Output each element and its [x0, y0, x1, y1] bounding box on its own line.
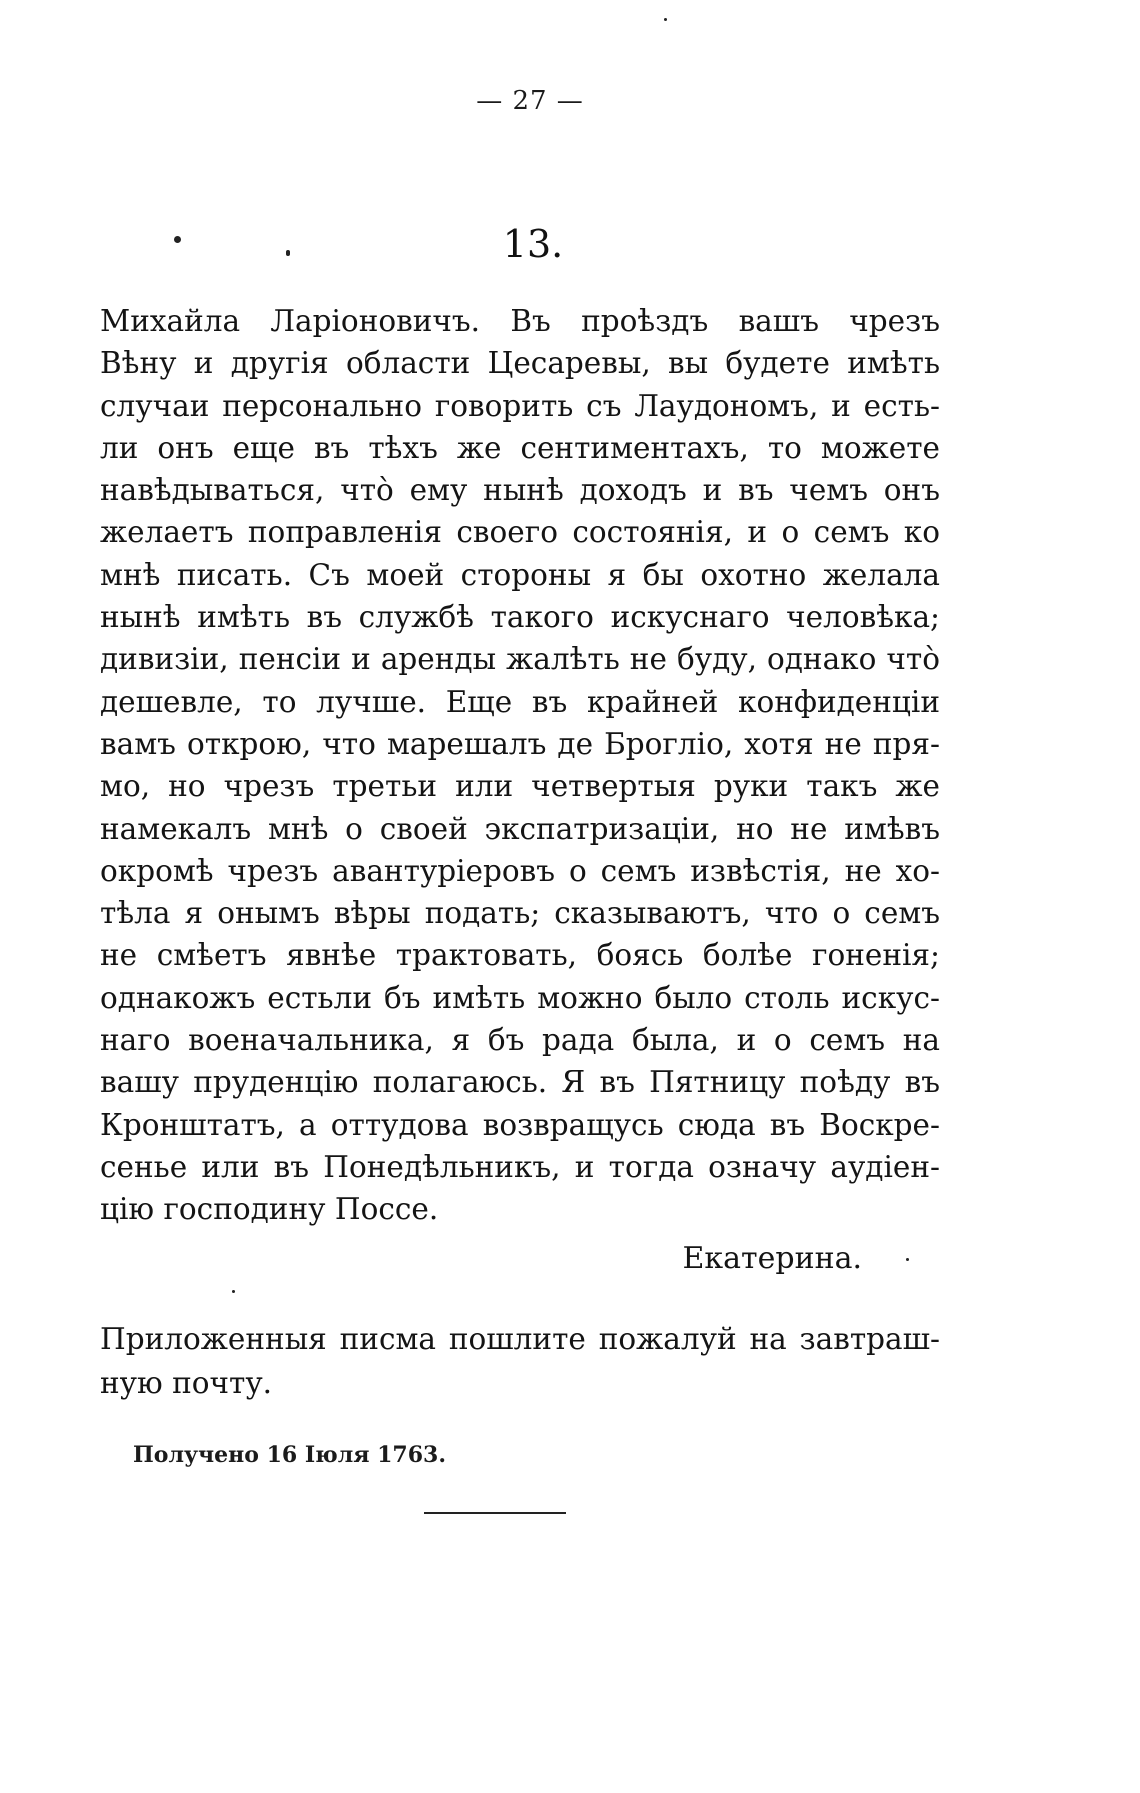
text-line: желаетъ поправленія своего состоянія, и о семъ ко [100, 515, 940, 550]
text-line: навѣдываться, что̀ ему нынѣ доходъ и въ чемъ онъ [100, 473, 940, 508]
text-line: не смѣетъ явнѣе трактовать, боясь болѣе гоненія; [100, 938, 940, 973]
text-line: ную почту. [100, 1366, 273, 1400]
print-speck [906, 1258, 909, 1261]
postscript [100, 1317, 940, 1405]
letter-body [100, 300, 940, 1231]
signature: Екатерина. [682, 1241, 862, 1276]
text-line: сенье или въ Понедѣльникъ, и тогда означу аудіен- [100, 1149, 940, 1184]
text-line: Вѣну и другія области Цесаревы, вы будете имѣть [100, 346, 940, 381]
text-line: ли онъ еще въ тѣхъ же сентиментахъ, то можете [100, 430, 940, 465]
text-line: нынѣ имѣть въ службѣ такого искуснаго человѣка; [100, 600, 940, 635]
text-line: вашу пруденцію полагаюсь. Я въ Пятницу поѣду въ [100, 1065, 940, 1100]
print-speck [664, 18, 667, 21]
text-line: дешевле, то лучше. Еще въ крайней конфиденціи [100, 684, 940, 719]
page-number: — 27 — [476, 86, 584, 116]
text-line: тѣла я онымъ вѣры подать; сказываютъ, что о семъ [100, 896, 940, 931]
text-line: наго военачальника, я бъ рада была, и о семъ на [100, 1023, 940, 1058]
text-line: Кронштатъ, а оттудова возвращусь сюда въ Воскре- [100, 1107, 940, 1142]
text-line: окромѣ чрезъ авантуріеровъ о семъ извѣстія, не хо- [100, 853, 940, 888]
text-line: мнѣ писать. Съ моей стороны я бы охотно желала [100, 557, 940, 592]
text-line: намекалъ мнѣ о своей экспатризаціи, но не имѣвъ [100, 811, 940, 846]
print-speck [232, 1290, 235, 1293]
text-line: однакожъ естьли бъ имѣть можно было столь искус- [100, 980, 940, 1015]
section-rule [424, 1512, 566, 1514]
text-line: Михайла Ларіоновичъ. Въ проѣздъ вашъ чрезъ [100, 304, 940, 338]
text-line: вамъ открою, что марешалъ де Брогліо, хотя не пря- [100, 726, 940, 761]
text-line: дивизіи, пенсіи и аренды жалѣть не буду, однако что̀ [100, 642, 940, 677]
text-line: мо, но чрезъ третьи или четвертыя руки такъ же [100, 769, 940, 804]
text-line: случаи персонально говорить съ Лаудономъ, и есть- [100, 388, 940, 423]
letter-number: 13. [502, 222, 564, 266]
text-line: Приложенныя писма пошлите пожалуй на завтраш- [100, 1322, 940, 1356]
received-note: Получено 16 Іюля 1763. [133, 1442, 447, 1468]
text-line: цію господину Поссе. [100, 1192, 439, 1227]
